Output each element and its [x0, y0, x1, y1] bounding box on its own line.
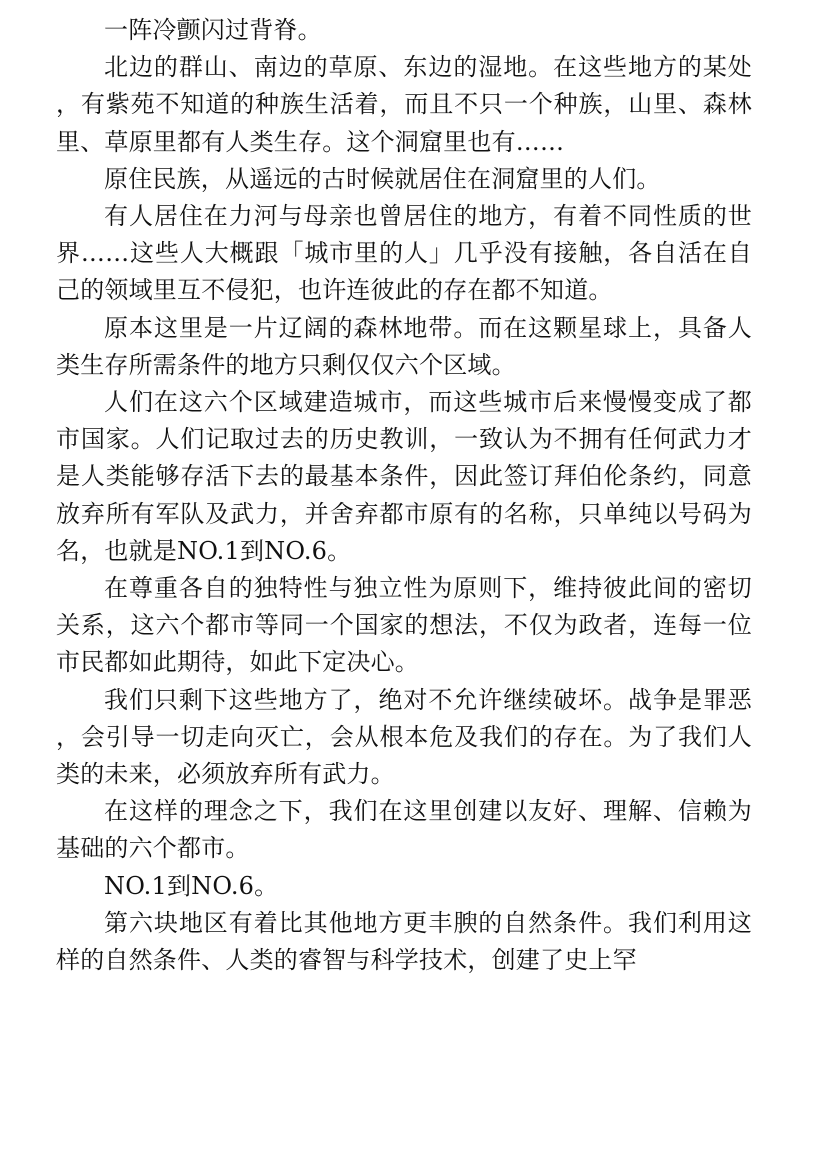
paragraph: 人们在这六个区域建造城市，而这些城市后来慢慢变成了都市国家。人们记取过去的历史教训，一致认为不拥有任何武力才是人类能够存活下去的最基本条件，因此签订拜伯伦条约，同意放弃所有军队及武力，并舍弃都市原有的名称，只单纯以号码为名，也就是NO.1到NO.6。: [56, 388, 752, 565]
paragraph: 原住民族，从遥远的古时候就居住在洞窟里的人们。: [104, 164, 661, 193]
paragraph: 有人居住在力河与母亲也曾居住的地方，有着不同性质的世界……这些人大概跟「城市里的人」几乎没有接触，各自活在自己的领域里互不侵犯，也许连彼此的存在都不知道。: [56, 202, 752, 305]
paragraph: NO.1到NO.6。: [104, 871, 279, 900]
document-page: [56, 12, 752, 979]
paragraph: 第六块地区有着比其他地方更丰腴的自然条件。我们利用这样的自然条件、人类的睿智与科学技术，创建了史上罕: [56, 908, 752, 975]
paragraph: 在这样的理念之下，我们在这里创建以友好、理解、信赖为基础的六个都市。: [56, 797, 752, 863]
paragraph: 在尊重各自的独特性与独立性为原则下，维持彼此间的密切关系，这六个都市等同一个国家的想法，不仅为政者，连每一位市民都如此期待，如此下定决心。: [56, 574, 752, 677]
paragraph: 北边的群山、南边的草原、东边的湿地。在这些地方的某处，有紫苑不知道的种族生活着，而且不只一个种族，山里、森林里、草原里都有人类生存。这个洞窟里也有……: [56, 53, 752, 156]
paragraph: 原本这里是一片辽阔的森林地带。而在这颗星球上，具备人类生存所需条件的地方只剩仅仅六个区域。: [56, 313, 752, 379]
paragraph: 一阵冷颤闪过背脊。: [104, 16, 322, 44]
paragraph: 我们只剩下这些地方了，绝对不允许继续破坏。战争是罪恶，会引导一切走向灭亡，会从根本危及我们的存在。为了我们人类的未来，必须放弃所有武力。: [56, 685, 752, 789]
